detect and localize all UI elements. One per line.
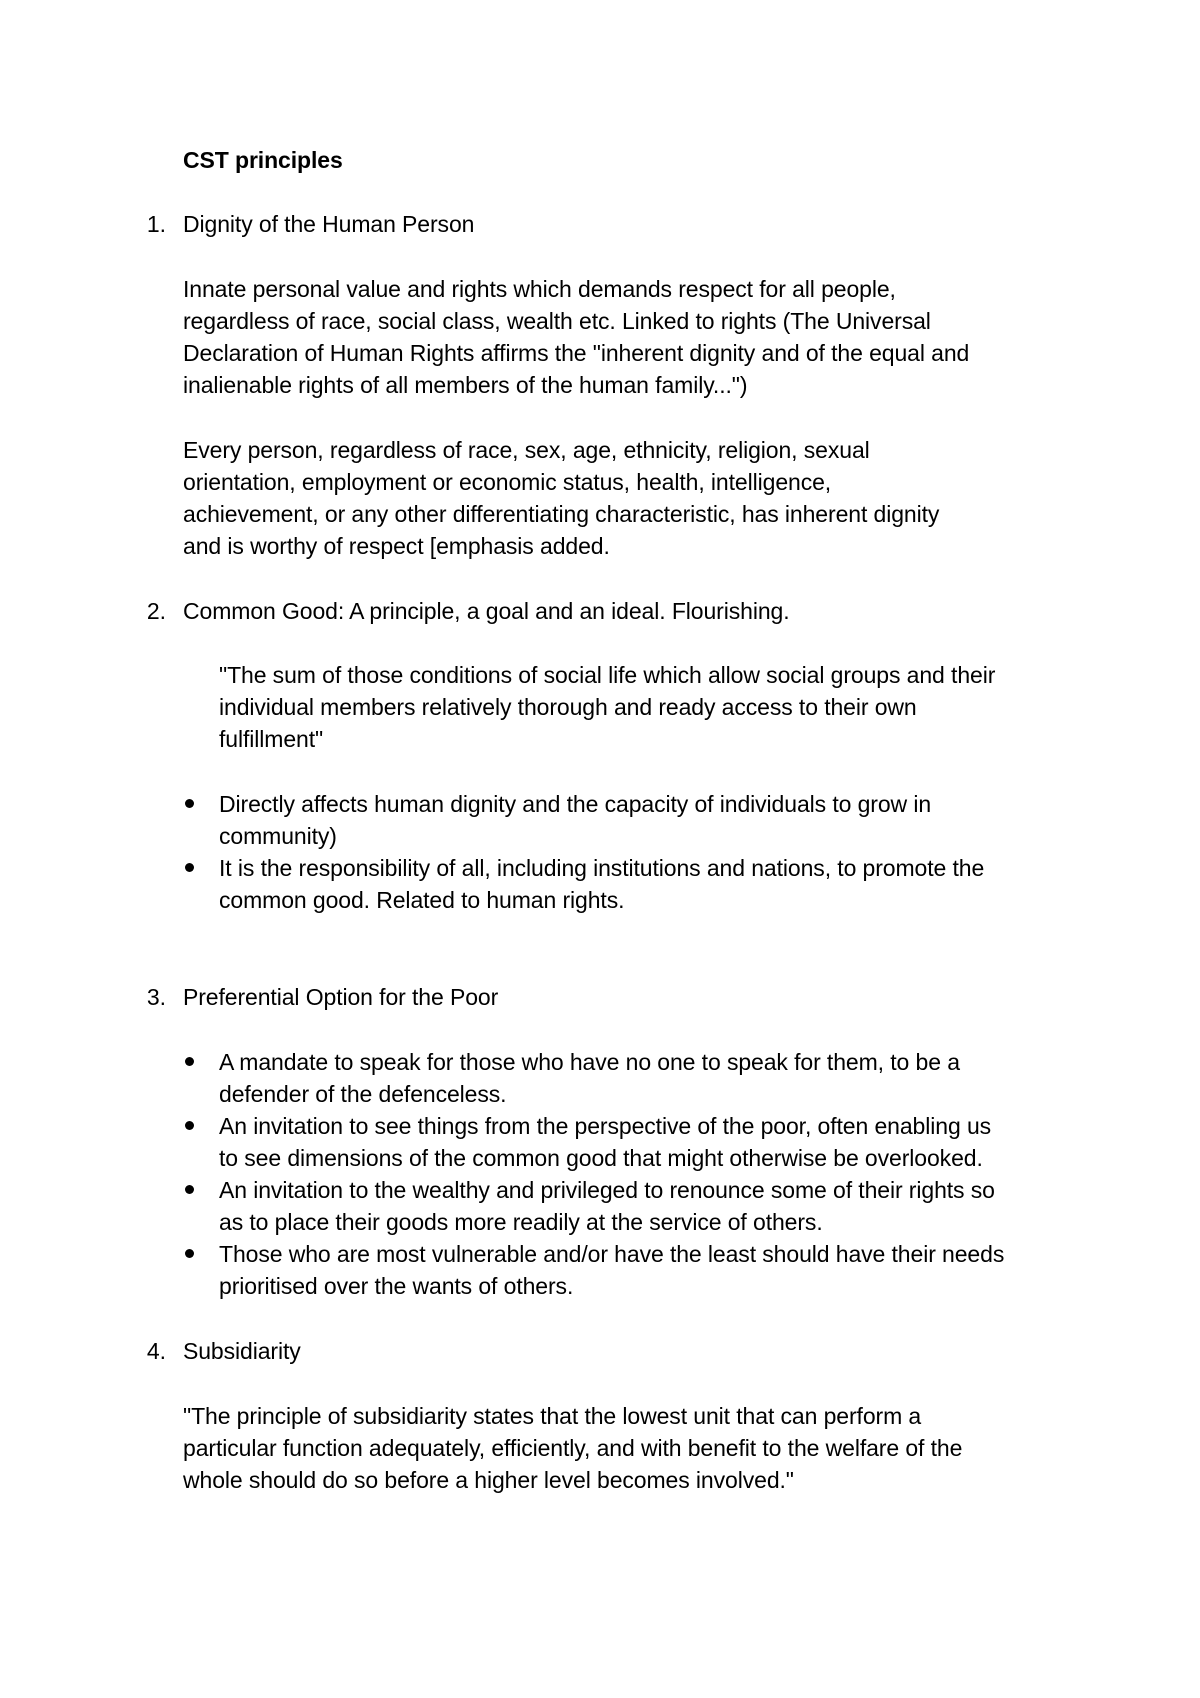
paragraph-line: achievement, or any other differentiating characteristic, has inherent dignity bbox=[183, 501, 940, 527]
paragraph-line: and is worthy of respect [emphasis added. bbox=[183, 533, 610, 559]
section-2-heading: Common Good: A principle, a goal and an ideal. Flourishing. bbox=[183, 598, 790, 624]
quote-line: fulfillment" bbox=[219, 726, 324, 752]
list-item-line: to see dimensions of the common good that might otherwise be overlooked. bbox=[219, 1145, 983, 1171]
quote-line: particular function adequately, efficiently, and with benefit to the welfare of the bbox=[183, 1435, 963, 1461]
list-item-line: common good. Related to human rights. bbox=[219, 887, 625, 913]
section-4-heading: Subsidiarity bbox=[183, 1338, 301, 1364]
list-item-line: An invitation to see things from the perspective of the poor, often enabling us bbox=[219, 1113, 992, 1139]
section-2-number: 2. bbox=[146, 598, 166, 624]
bullet-icon bbox=[185, 863, 194, 872]
paragraph-line: regardless of race, social class, wealth etc. Linked to rights (The Universal bbox=[183, 308, 931, 334]
section-4-number: 4. bbox=[146, 1338, 166, 1364]
quote-line: "The sum of those conditions of social life which allow social groups and their bbox=[219, 662, 996, 688]
paragraph-line: orientation, employment or economic status, health, intelligence, bbox=[183, 469, 832, 495]
paragraph-line: inalienable rights of all members of the human family...") bbox=[183, 372, 748, 398]
bullet-icon bbox=[185, 1185, 194, 1194]
list-item-line: Those who are most vulnerable and/or have the least should have their needs bbox=[219, 1241, 1005, 1267]
bullet-icon bbox=[185, 1249, 194, 1258]
bullet-icon bbox=[185, 799, 194, 808]
list-item-line: community) bbox=[219, 823, 337, 849]
quote-line: "The principle of subsidiarity states that the lowest unit that can perform a bbox=[183, 1403, 922, 1429]
list-item-line: prioritised over the wants of others. bbox=[219, 1273, 574, 1299]
paragraph-line: Innate personal value and rights which demands respect for all people, bbox=[183, 276, 896, 302]
section-3-number: 3. bbox=[146, 984, 166, 1010]
paragraph-line: Every person, regardless of race, sex, age, ethnicity, religion, sexual bbox=[183, 437, 870, 463]
quote-line: whole should do so before a higher level becomes involved." bbox=[183, 1467, 794, 1493]
list-item-line: Directly affects human dignity and the capacity of individuals to grow in bbox=[219, 791, 932, 817]
list-item-line: An invitation to the wealthy and privileged to renounce some of their rights so bbox=[219, 1177, 995, 1203]
paragraph-line: Declaration of Human Rights affirms the "inherent dignity and of the equal and bbox=[183, 340, 970, 366]
page-title: CST principles bbox=[183, 147, 343, 173]
list-item-line: It is the responsibility of all, including institutions and nations, to promote the bbox=[219, 855, 985, 881]
bullet-icon bbox=[185, 1121, 194, 1130]
quote-line: individual members relatively thorough and ready access to their own bbox=[219, 694, 917, 720]
bullet-icon bbox=[185, 1057, 194, 1066]
section-1-number: 1. bbox=[146, 211, 166, 237]
list-item-line: as to place their goods more readily at the service of others. bbox=[219, 1209, 823, 1235]
list-item-line: A mandate to speak for those who have no one to speak for them, to be a bbox=[219, 1049, 960, 1075]
section-1-heading: Dignity of the Human Person bbox=[183, 211, 475, 237]
list-item-line: defender of the defenceless. bbox=[219, 1081, 507, 1107]
section-3-heading: Preferential Option for the Poor bbox=[183, 984, 499, 1010]
